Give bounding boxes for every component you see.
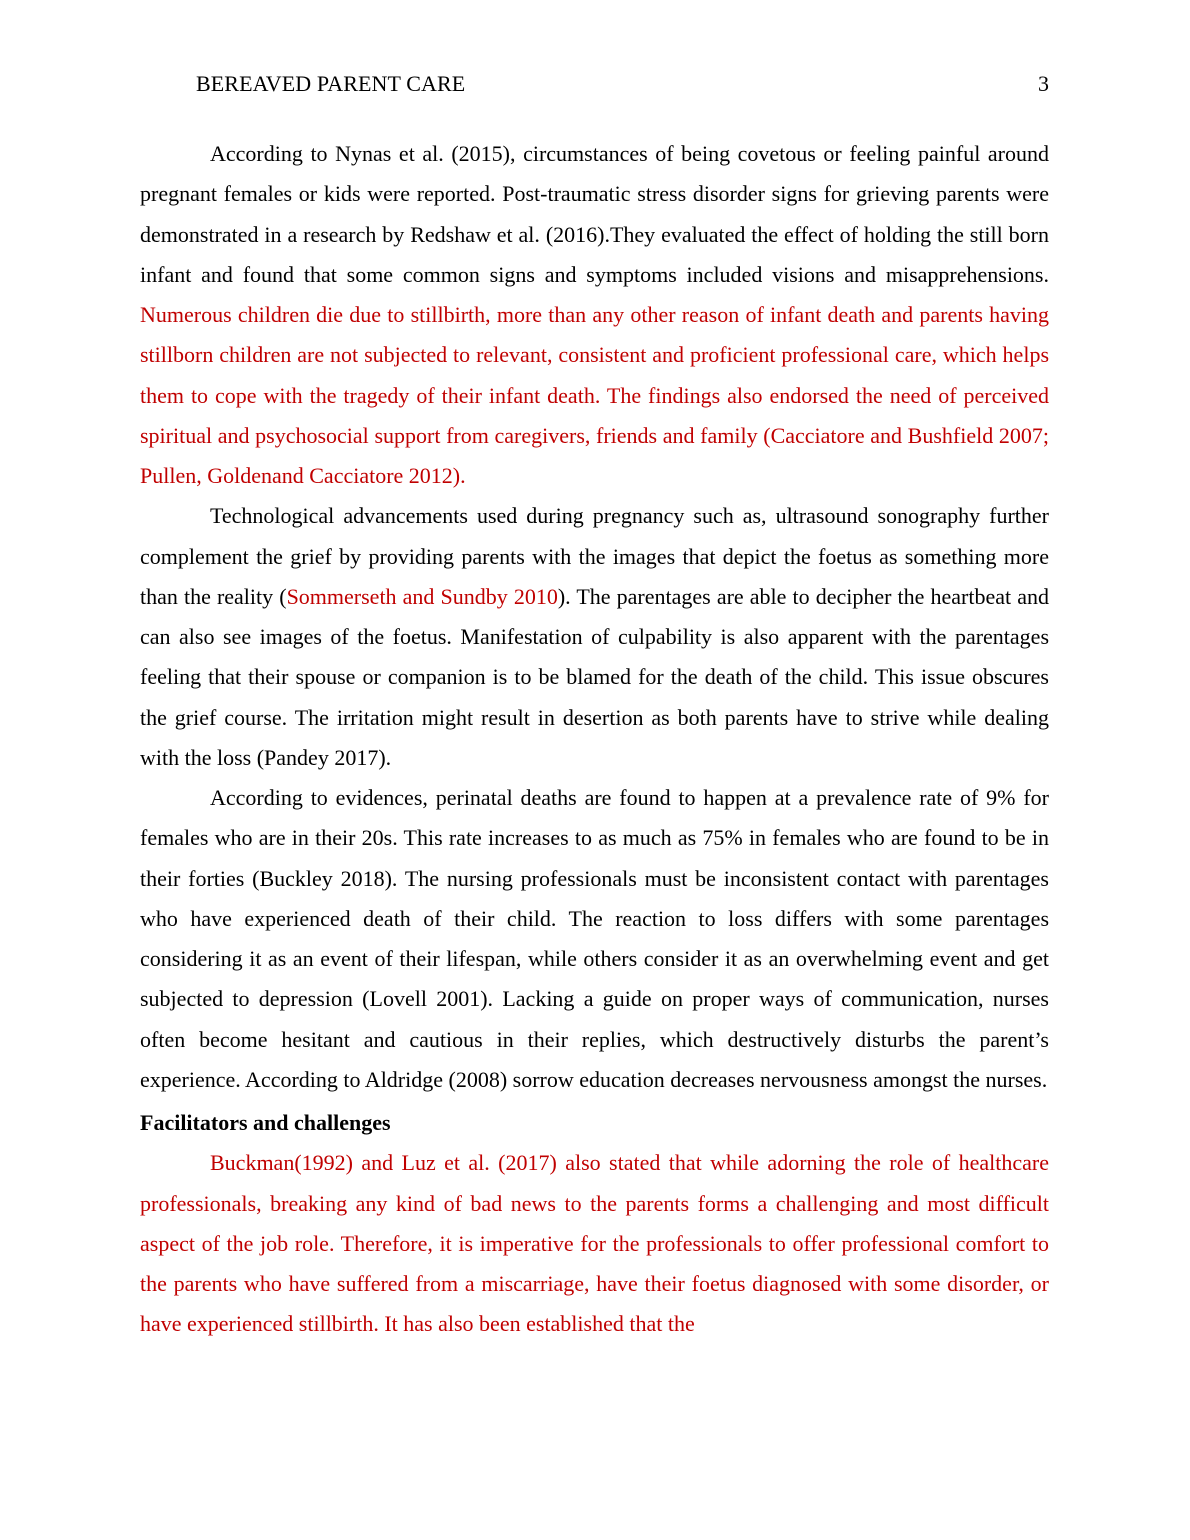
running-header xyxy=(196,68,1049,100)
paragraph-1-text: According to Nynas et al. (2015), circumstances of being covetous or feeling painful around pregnant females or kids were reported. Post-traumatic stress disorder signs for grieving parents were demonstrated in a research by Redshaw et al. (2016).They evaluated the effect of holding the still born infant and found that some common signs and symptoms included visions and misapprehensions. xyxy=(140,141,1049,287)
paragraph-2-text-start: Technological advancements used during pregnancy such as, ultrasound sonography further complement the grief by providing parents with the images that depict the foetus as something more than the reality ( xyxy=(140,503,1049,609)
paragraph-2-text-end: ). The parentages are able to decipher the heartbeat and can also see images of the foetus. Manifestation of culpability is also apparent with the parentages feeling that their spouse or companion is to be blamed for the death of the child. This issue obscures the grief course. The irritation might result in desertion as both parents have to strive while dealing with the loss (Pandey 2017). xyxy=(140,583,1049,770)
section-heading: Facilitators and challenges xyxy=(140,1110,391,1135)
paragraph-3: According to evidences, perinatal deaths are found to happen at a prevalence rate of 9% for females who are in their 20s. This rate increases to as much as 75% in females who are found to be in their forties (Buckley 2018). The nursing professionals must be inconsistent contact with parentages who have experienced death of their child. The reaction to loss differs with some parentages considering it as an event of their lifespan, while others consider it as an overwhelming event and get subjected to depression (Lovell 2001). Lacking a guide on proper ways of communication, nurses often become hesitant and cautious in their replies, which destructively disturbs the parent’s experience. According to Aldridge (2008) sorrow education decreases nervousness amongst the nurses. xyxy=(140,785,1049,1092)
paragraph-1 xyxy=(140,134,1049,496)
paragraph-1-highlighted-text: Numerous children die due to stillbirth, more than any other reason of infant death and parents having stillborn children are not subjected to relevant, consistent and proficient professional care, which helps them to cope with the tragedy of their infant death. The findings also endorsed the need of perceived spiritual and psychosocial support from caregivers, friends and family (Cacciatore and Bushfield 2007; Pullen, Goldenand Cacciatore 2012). xyxy=(140,302,1049,488)
page-number: 3 xyxy=(1038,71,1049,96)
document-body xyxy=(140,134,1049,1345)
running-head-title: BEREAVED PARENT CARE xyxy=(196,71,466,96)
paragraph-2-highlighted-citation: Sommerseth and Sundby 2010 xyxy=(286,583,558,609)
paragraph-4: Buckman(1992) and Luz et al. (2017) also stated that while adorning the role of healthcare professionals, breaking any kind of bad news to the parents forms a challenging and most difficult aspect of the job role. Therefore, it is imperative for the professionals to offer professional comfort to the parents who have suffered from a miscarriage, have their foetus diagnosed with some disorder, or have experienced stillbirth. It has also been established that the xyxy=(140,1150,1049,1337)
paragraph-2 xyxy=(140,496,1049,778)
